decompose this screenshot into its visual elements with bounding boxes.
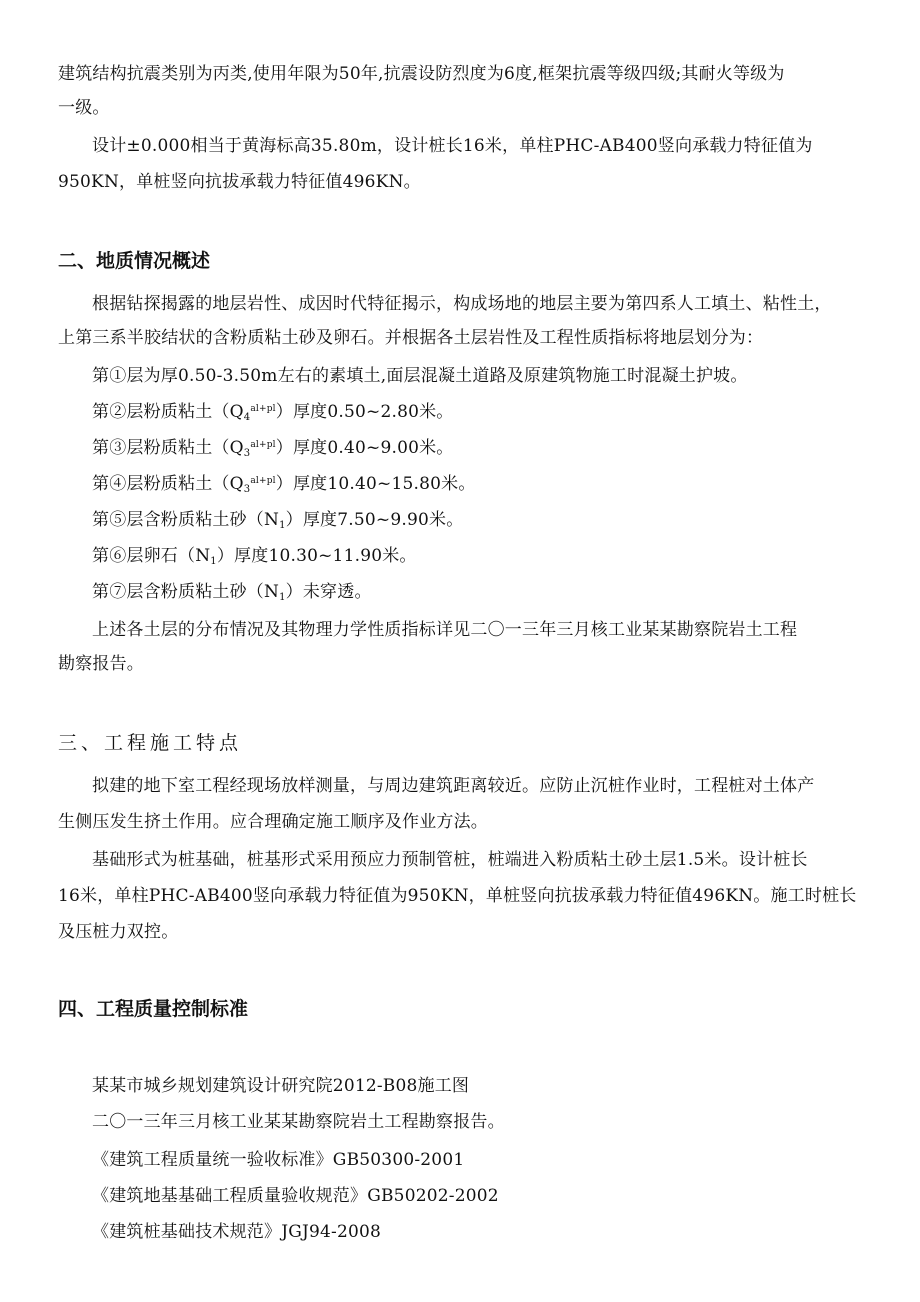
body-text-line: 拟建的地下室工程经现场放样测量，与周边建筑距离较近。应防止沉桩作业时，工程桩对土体产 (92, 776, 815, 796)
layer-item-5: 第⑤层含粉质粘土砂$(N_1)$厚度7.50~9.90米。 (92, 510, 464, 531)
layer-item-1: 第①层为厚0.50-3.50m左右的素填土,面层混凝土道路及原建筑物施工时混凝土护坡。 (92, 366, 748, 386)
body-text-line: 950KN，单桩竖向抗拔承载力特征值496KN。 (58, 172, 421, 192)
standard-list-item: 二〇一三年三月核工业某某勘察院岩土工程勘察报告。 (92, 1112, 505, 1132)
body-text-line: 上述各土层的分布情况及其物理力学性质指标详见二〇一三年三月核工业某某勘察院岩土工程 (92, 620, 798, 640)
standard-list-item: 《建筑地基基础工程质量验收规范》GB50202-2002 (92, 1186, 499, 1206)
body-text-line: 建筑结构抗震类别为丙类,使用年限为50年,抗震设防烈度为6度,框架抗震等级四级;其耐火等级为 (58, 64, 785, 84)
body-text-line: 设计±0.000相当于黄海标高35.80m，设计桩长16米，单柱PHC-AB400竖向承载力特征值为 (92, 136, 813, 156)
layer-item-6: 第⑥层卵石$(N_1)$厚度10.30~11.90米。 (92, 546, 417, 567)
standard-list-item: 某某市城乡规划建筑设计研究院2012-B08施工图 (92, 1076, 470, 1096)
body-text-line: 生侧压发生挤土作用。应合理确定施工顺序及作业方法。 (58, 812, 488, 832)
body-text-line: 勘察报告。 (58, 654, 144, 674)
layer-item-4: 第④层粉质粘土$(Q_3^{al+pl})$厚度10.40~15.80米。 (92, 474, 476, 495)
section-heading-features: 三、工程施工特点 (58, 732, 243, 754)
body-text-line: 根据钻探揭露的地层岩性、成因时代特征揭示，构成场地的地层主要为第四系人工填土、粘性土， (92, 294, 832, 314)
layer-item-2: 第②层粉质粘土$(Q_4^{al+pl})$厚度0.50~2.80米。 (92, 402, 454, 423)
body-text-line: 上第三系半胶结状的含粉质粘土砂及卵石。并根据各土层岩性及工程性质指标将地层划分为： (58, 328, 764, 348)
body-text-line: 一级。 (58, 98, 110, 118)
standard-list-item: 《建筑桩基础技术规范》JGJ94-2008 (92, 1222, 382, 1242)
section-heading-standards: 四、工程质量控制标准 (58, 998, 249, 1020)
layer-item-3: 第③层粉质粘土$(Q_3^{al+pl})$厚度0.40~9.00米。 (92, 438, 454, 459)
layer-item-7: 第⑦层含粉质粘土砂$(N_1)$未穿透。 (92, 582, 372, 603)
body-text-line: 及压桩力双控。 (58, 922, 179, 942)
section-heading-geology: 二、地质情况概述 (58, 250, 211, 272)
standard-list-item: 《建筑工程质量统一验收标准》GB50300-2001 (92, 1150, 465, 1170)
body-text-line: 基础形式为桩基础，桩基形式采用预应力预制管桩，桩端进入粉质粘土砂土层1.5米。设计桩长 (92, 850, 808, 870)
body-text-line: 16米，单柱PHC-AB400竖向承载力特征值为950KN，单桩竖向抗拔承载力特征值496KN。施工时桩长 (58, 886, 857, 906)
